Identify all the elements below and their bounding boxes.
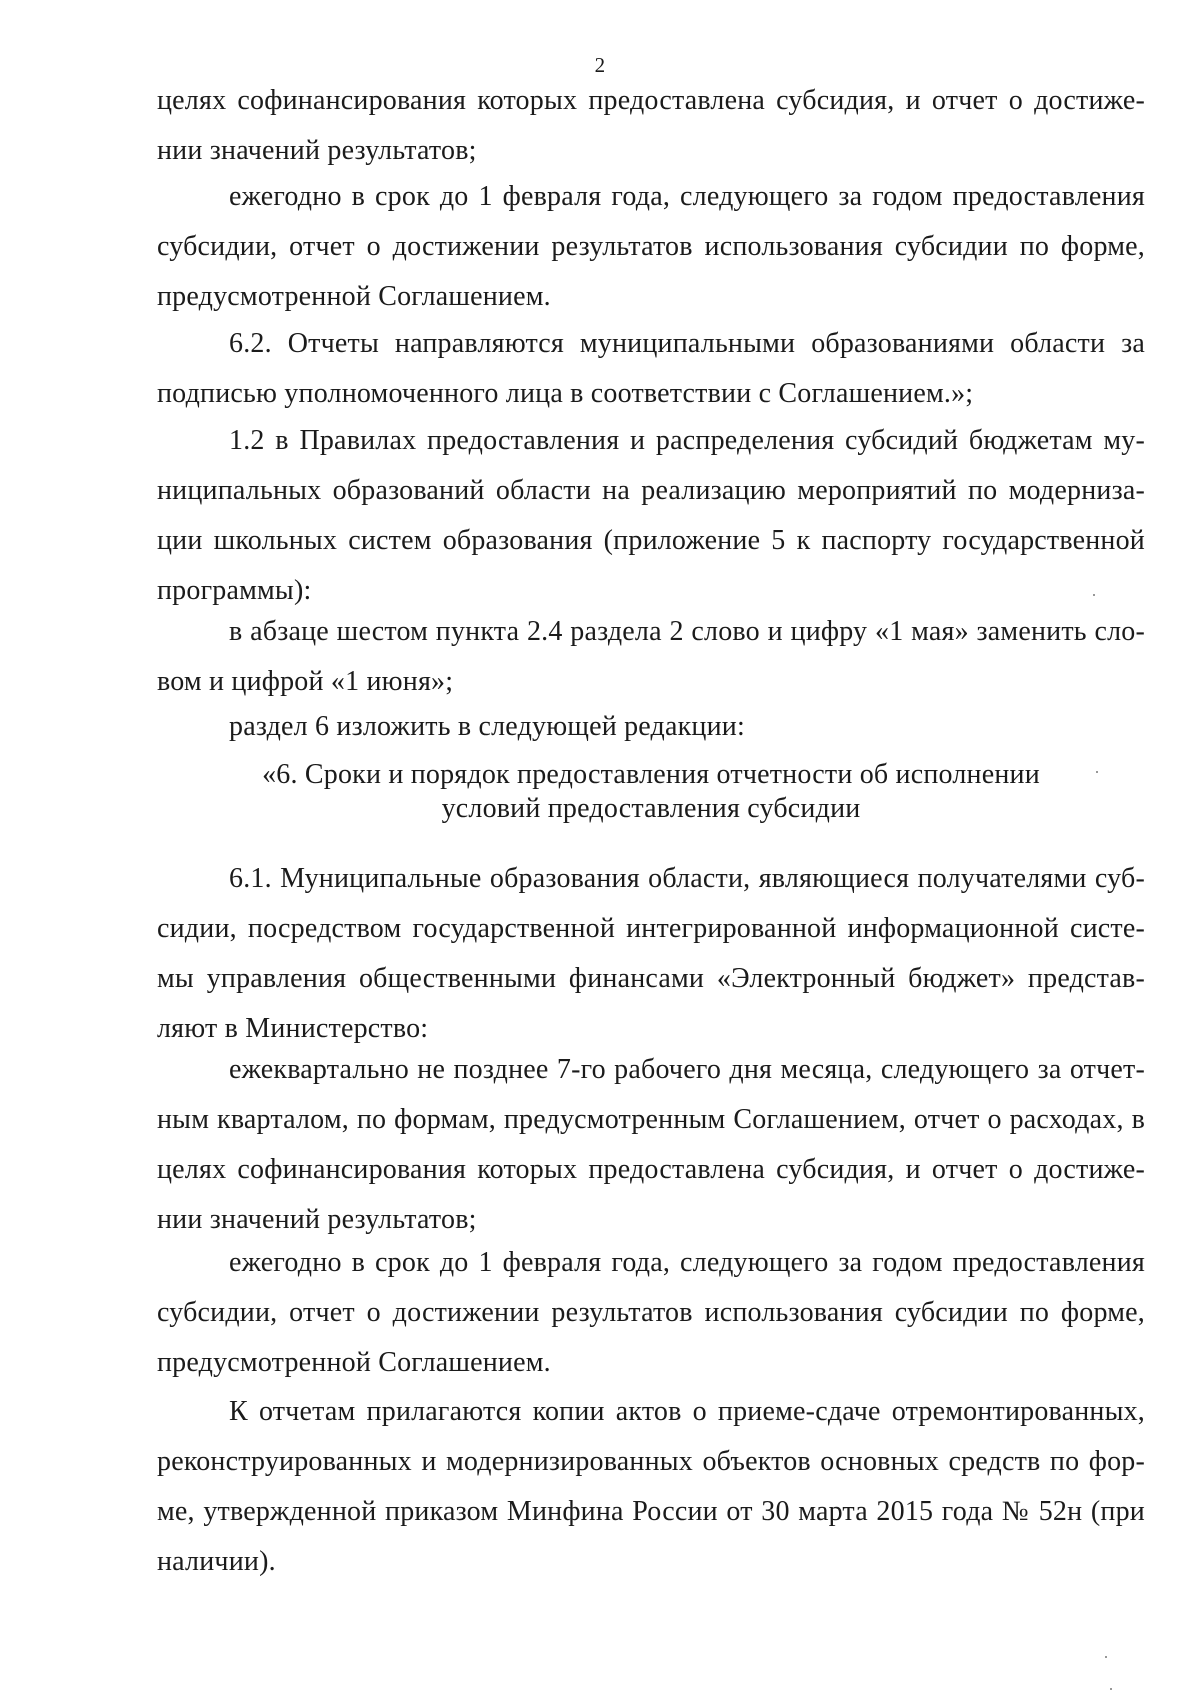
page-number: 2 — [594, 53, 606, 77]
paragraph: ежегодно в срок до 1 февраля года, следующего за годом предоставления субсидии, отчет о достижении результатов использования субсидии по форме, предусмотренной Соглашением. — [157, 181, 1145, 312]
scan-speck — [1105, 1656, 1107, 1658]
scan-speck — [1096, 771, 1098, 773]
section-heading — [157, 758, 1145, 826]
paragraph: ежеквартально не позднее 7-го рабочего дня месяца, следующего за отчет-ным кварталом, по формам, предусмотренным Соглашением, отчет о расходах, в целях софинансирования которых предоставлена субсидия, и отчет о достиже-нии значений результатов; — [157, 1054, 1145, 1235]
paragraph-6-2 — [157, 319, 1145, 419]
paragraph-1-2 — [157, 416, 1145, 616]
scan-speck — [1093, 594, 1095, 596]
paragraph: 6.1. Муниципальные образования области, являющиеся получателями суб-сидии, посредством государственной интегрированной информационной систе-мы управления общественными финансами «Электронный бюджет» представ-ляют в Министерство: — [157, 863, 1145, 1044]
paragraph: целях софинансирования которых предоставлена субсидия, и отчет о достиже-нии значений результатов; — [157, 85, 1145, 166]
paragraph-6-1 — [157, 854, 1145, 1054]
paragraph-quarterly-report — [157, 1045, 1145, 1245]
paragraph: 6.2. Отчеты направляются муниципальными образованиями области за подписью уполномоченного лица в соответствии с Соглашением.»; — [157, 328, 1145, 409]
paragraph: К отчетам прилагаются копии актов о приеме-сдаче отремонтированных, реконструированных и модернизированных объектов основных средств по фор-ме, утвержденной приказом Минфина России от 30 марта 2015 года № 52н (при наличии). — [157, 1396, 1145, 1577]
paragraph: раздел 6 изложить в следующей редакции: — [229, 711, 745, 742]
section-heading-line-1: «6. Сроки и порядок предоставления отчетности об исполнении — [262, 759, 1040, 790]
paragraph-continuation — [157, 76, 1145, 176]
paragraph: 1.2 в Правилах предоставления и распределения субсидий бюджетам му-ниципальных образований области на реализацию мероприятий по модерниза-ции школьных систем образования (приложение 5 к паспорту государственной программы): — [157, 425, 1145, 606]
paragraph-annual-report-repeat — [157, 1238, 1145, 1388]
paragraph-attachments — [157, 1387, 1145, 1587]
section-heading-line-2: условий предоставления субсидии — [441, 793, 861, 824]
paragraph-section-6 — [157, 702, 1145, 752]
paragraph: в абзаце шестом пункта 2.4 раздела 2 слово и цифру «1 мая» заменить сло-вом и цифрой «1 июня»; — [157, 616, 1145, 697]
paragraph-amendment — [157, 607, 1145, 707]
paragraph-annual-report — [157, 172, 1145, 322]
paragraph: ежегодно в срок до 1 февраля года, следующего за годом предоставления субсидии, отчет о достижении результатов использования субсидии по форме, предусмотренной Соглашением. — [157, 1247, 1145, 1378]
scan-speck — [1110, 1688, 1112, 1690]
